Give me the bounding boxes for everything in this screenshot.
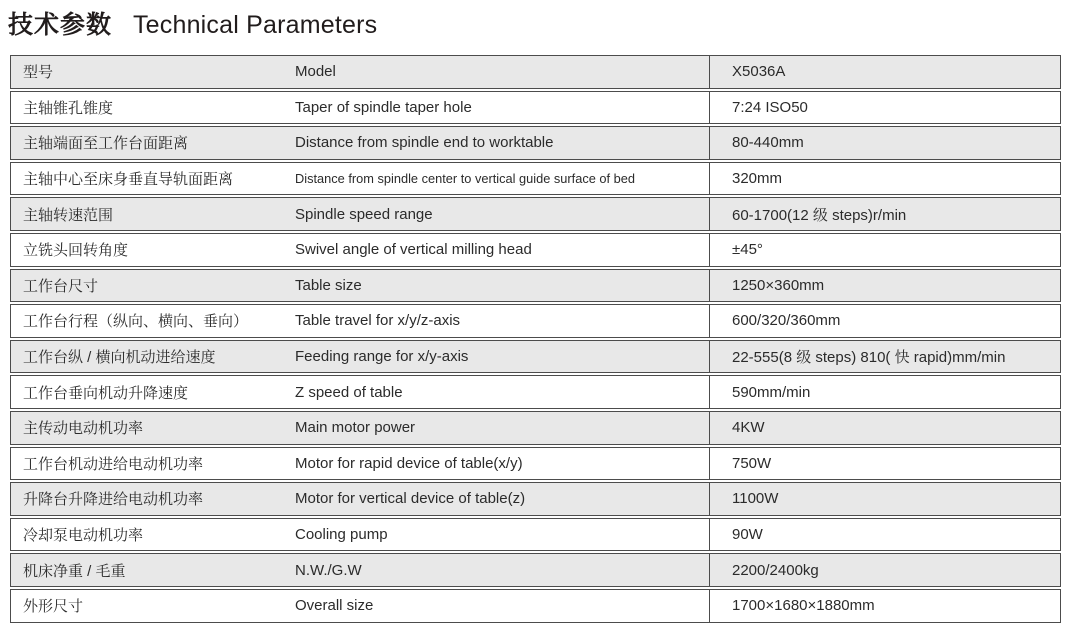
table-row	[10, 447, 1061, 481]
param-value: 7:24 ISO50	[709, 91, 1061, 125]
param-value: 320mm	[709, 162, 1061, 196]
table-row	[10, 197, 1061, 231]
param-name-cn: 升降台升降进给电动机功率	[10, 482, 295, 516]
table-row	[10, 269, 1061, 303]
param-name-en: Motor for vertical device of table(z)	[295, 482, 709, 516]
page-title-cn: 技术参数	[8, 11, 113, 39]
param-value: 80-440mm	[709, 126, 1061, 160]
param-name-en: Swivel angle of vertical milling head	[295, 233, 709, 267]
param-name-cn: 主轴端面至工作台面距离	[10, 126, 295, 160]
param-name-en: Overall size	[295, 589, 709, 623]
param-name-en: Taper of spindle taper hole	[295, 91, 709, 125]
param-value: 1700×1680×1880mm	[709, 589, 1061, 623]
param-name-cn: 工作台机动进给电动机功率	[10, 447, 295, 481]
param-name-cn: 工作台尺寸	[10, 269, 295, 303]
table-row	[10, 340, 1061, 374]
param-name-cn: 工作台垂向机动升降速度	[10, 375, 295, 409]
param-value: 90W	[709, 518, 1061, 552]
param-name-cn: 外形尺寸	[10, 589, 295, 623]
param-value: 750W	[709, 447, 1061, 481]
table-row	[10, 91, 1061, 125]
param-name-cn: 机床净重 / 毛重	[10, 553, 295, 587]
param-value: 600/320/360mm	[709, 304, 1061, 338]
page-title-en: Technical Parameters	[132, 11, 378, 39]
param-name-en: Cooling pump	[295, 518, 709, 552]
table-row	[10, 589, 1061, 623]
table-row	[10, 162, 1061, 196]
table-row	[10, 55, 1061, 89]
table-row	[10, 126, 1061, 160]
param-name-cn: 工作台纵 / 横向机动进给速度	[10, 340, 295, 374]
param-value: 60-1700(12 级 steps)r/min	[709, 197, 1061, 231]
param-name-en: Main motor power	[295, 411, 709, 445]
param-name-en: Motor for rapid device of table(x/y)	[295, 447, 709, 481]
table-row	[10, 411, 1061, 445]
technical-parameters-table	[10, 53, 1061, 625]
table-row	[10, 304, 1061, 338]
param-value: X5036A	[709, 55, 1061, 89]
param-name-en: Distance from spindle center to vertical guide surface of bed	[295, 162, 709, 196]
param-name-cn: 型号	[10, 55, 295, 89]
param-name-cn: 立铣头回转角度	[10, 233, 295, 267]
param-name-cn: 主轴中心至床身垂直导轨面距离	[10, 162, 295, 196]
param-name-en: N.W./G.W	[295, 553, 709, 587]
param-name-cn: 冷却泵电动机功率	[10, 518, 295, 552]
param-value: 22-555(8 级 steps) 810( 快 rapid)mm/min	[709, 340, 1061, 374]
param-name-cn: 工作台行程（纵向、横向、垂向）	[10, 304, 295, 338]
technical-parameters-table-body	[10, 55, 1061, 623]
param-name-cn: 主轴转速范围	[10, 197, 295, 231]
param-name-cn: 主轴锥孔锥度	[10, 91, 295, 125]
param-name-en: Model	[295, 55, 709, 89]
param-name-en: Table size	[295, 269, 709, 303]
table-row	[10, 518, 1061, 552]
param-value: 590mm/min	[709, 375, 1061, 409]
param-name-en: Spindle speed range	[295, 197, 709, 231]
param-value: 1250×360mm	[709, 269, 1061, 303]
page-title	[8, 8, 377, 42]
param-value: 2200/2400kg	[709, 553, 1061, 587]
table-row	[10, 553, 1061, 587]
param-name-en: Table travel for x/y/z-axis	[295, 304, 709, 338]
table-row	[10, 482, 1061, 516]
param-value: 1100W	[709, 482, 1061, 516]
param-value: 4KW	[709, 411, 1061, 445]
param-name-en: Z speed of table	[295, 375, 709, 409]
param-name-en: Feeding range for x/y-axis	[295, 340, 709, 374]
param-name-cn: 主传动电动机功率	[10, 411, 295, 445]
table-row	[10, 375, 1061, 409]
param-name-en: Distance from spindle end to worktable	[295, 126, 709, 160]
table-row	[10, 233, 1061, 267]
param-value: ±45°	[709, 233, 1061, 267]
